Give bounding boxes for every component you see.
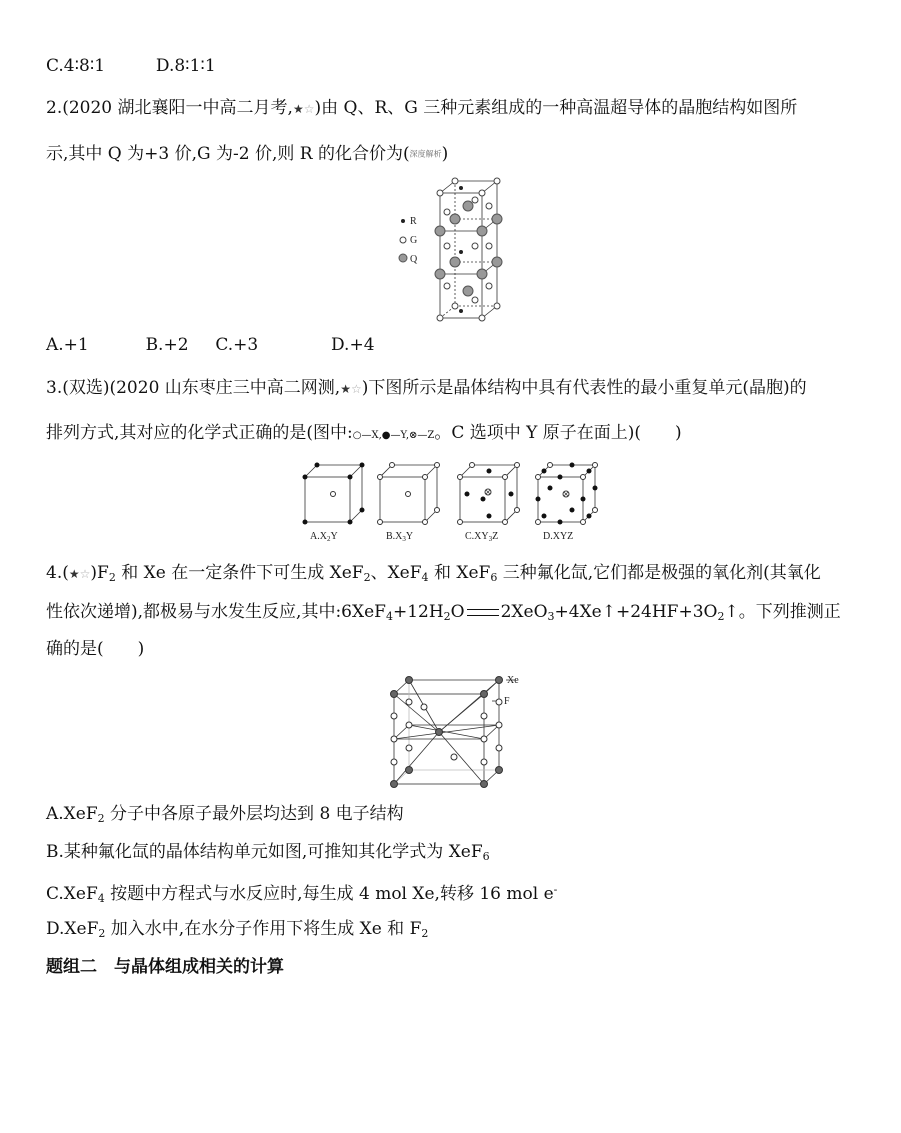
legend-q-dot xyxy=(399,254,407,262)
q2-stem-line2: 示,其中 Q 为+3 价,G 为-2 价,则 R 的化合价为(深度解析) xyxy=(46,144,449,164)
q4-option-d: D.XeF$_2$ 加入水中,在水分子作用下将生成 Xe 和 $F_2$ xyxy=(46,919,429,940)
difficulty-star-icon: ★ xyxy=(340,382,351,396)
q4-crystal-figure xyxy=(384,674,524,788)
svg-text:A.X2Y: $A.X_2Y$ xyxy=(310,531,338,543)
q2-option-b: B.+2 xyxy=(145,335,189,355)
difficulty-star-icon: ☆ xyxy=(79,567,91,581)
analysis-tag: 深度解析 xyxy=(409,149,442,159)
q4-stem-line1: $4.(★☆)F_2$ 和 Xe 在一定条件下可生成 XeF$_2$、XeF$_4$ 和 XeF$_6$ 三种氟化氙,它们都是极强的氧化剂(其氧化 xyxy=(46,563,821,584)
legend-r-dot xyxy=(401,219,405,223)
q2-options xyxy=(46,334,375,356)
legend-q-label: Q xyxy=(410,254,418,265)
q1-option-d: D.8∶1∶1 xyxy=(155,56,216,76)
label-xe: Xe xyxy=(507,675,519,686)
q2-crystal-figure xyxy=(395,176,507,324)
q1-option-c: C.4∶8∶1 xyxy=(46,56,106,76)
double-line-equals-icon xyxy=(467,609,499,616)
difficulty-star-icon: ☆ xyxy=(350,382,362,396)
q4-stem-line2: 性依次递增),都极易与水发生反应,其中$:6XeF_4+12H_2O$ $2XeO_3+4Xe↑+24HF+3O_2↑$。下列推测正 xyxy=(46,602,841,623)
svg-text:C.XY3Z: $C.XY_3Z$ xyxy=(465,531,499,543)
label-f: F xyxy=(504,696,510,707)
q3-stem-line1: 3.(双选)(2020 山东枣庄三中高二网测,★☆)下图所示是晶体结构中具有代表性的最小重复单元(晶胞)的 xyxy=(46,378,807,398)
q2-stem-line1: 2.(2020 湖北襄阳一中高二月考,★☆)由 Q、R、G 三种元素组成的一种高温超导体的晶胞结构如图所 xyxy=(46,98,798,118)
svg-text:B.X3Y: $B.X_3Y$ xyxy=(386,531,414,543)
q2-option-d: D.+4 xyxy=(331,335,375,355)
q2-option-a: A.+1 xyxy=(46,335,89,355)
difficulty-star-icon: ★ xyxy=(292,102,304,116)
atoms xyxy=(435,178,502,321)
q3-stem-line2: 排列方式,其对应的化学式正确的是(图中:○—X,●—Y,⊗—Z。C 选项中 Y 原子在面上)( ) xyxy=(46,423,682,443)
q4-option-b: B.某种氟化氙的晶体结构单元如图,可推知其化学式为 XeF$_6$ xyxy=(46,842,490,863)
svg-text:D.XYZ: D.XYZ xyxy=(543,531,574,542)
q4-option-c: C.XeF$_4$ 按题中方程式与水反应时,每生成 4 mol Xe,转移 16 mol e- xyxy=(46,883,558,905)
q4-option-a: A.XeF$_2$ 分子中各原子最外层均达到 8 电子结构 xyxy=(46,804,404,825)
difficulty-star-icon: ★ xyxy=(68,567,80,581)
q2-option-c: C.+3 xyxy=(215,335,259,355)
legend-r-label: R xyxy=(410,216,417,227)
section-title: 题组二 与晶体组成相关的计算 xyxy=(46,957,284,977)
q3-cells-figure xyxy=(300,462,600,544)
legend-g-label: G xyxy=(410,235,418,246)
legend-g-dot xyxy=(400,237,406,243)
q1-options xyxy=(46,55,216,77)
q4-stem-line3: 确的是( ) xyxy=(46,639,145,659)
difficulty-star-icon: ☆ xyxy=(303,102,315,116)
